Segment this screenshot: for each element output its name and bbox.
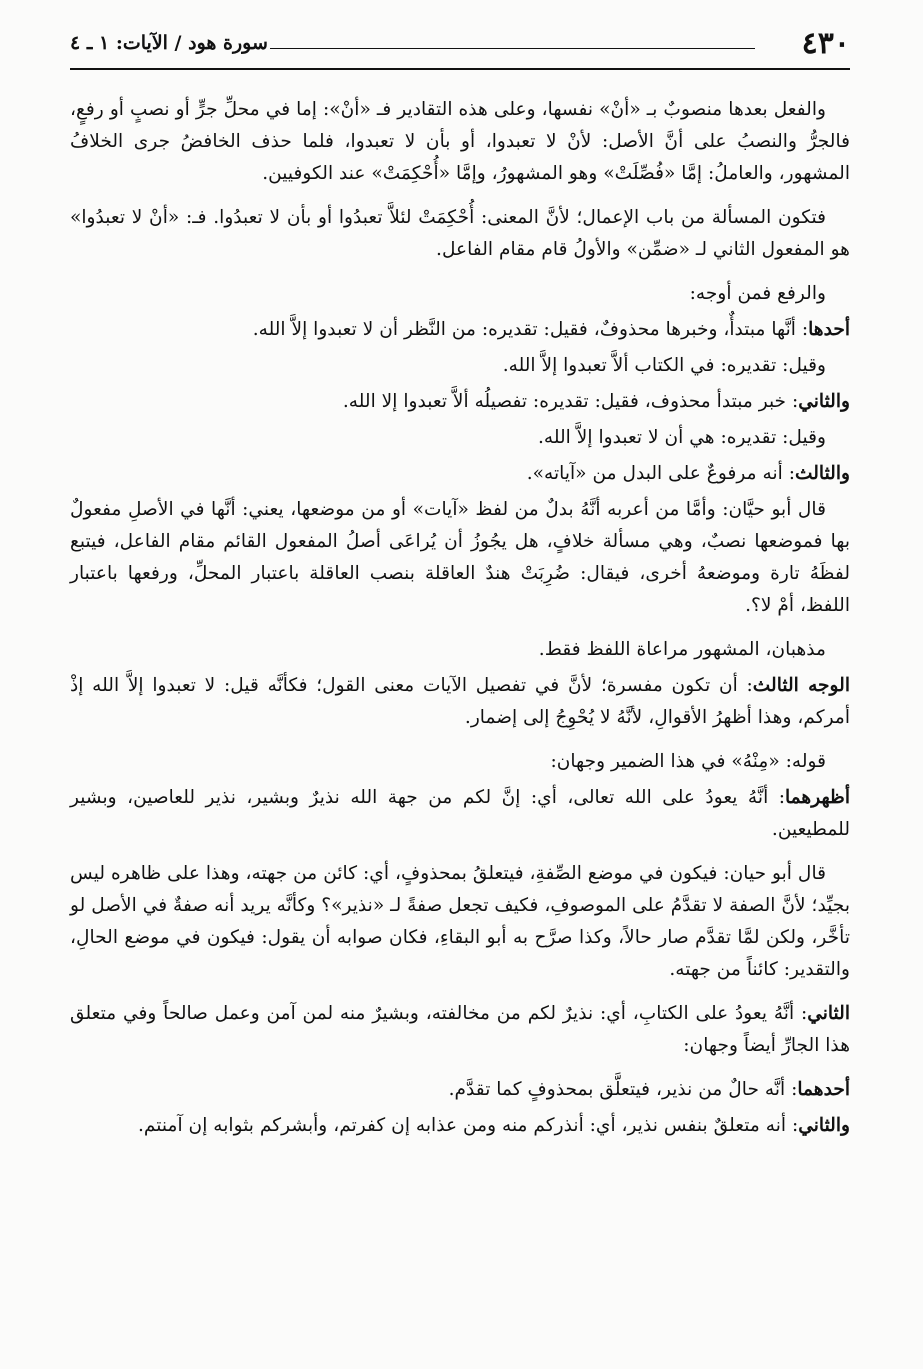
paragraph: والثالث: أنه مرفوعٌ على البدل من «آياته». [526,463,850,484]
running-title: سورة هود / الآيات: ١ ـ ٤ [70,32,268,54]
paragraph: قال أبو حيان: فيكون في موضع الصِّفةِ، فيتعلقُ بمحذوفٍ، أي: كائن من جهته، وهذا على ظاهره ليس بجيِّد؛ لأنَّ الصفة لا تقدَّمُ على الموصوفِ، فكيف تجعل صفةً لـ «نذير»؟ وكأنَّه يريد أنه صفةٌ في الأصل لو تأخَّر، ولكن لمَّا تقدَّم صار حالاً، وكذا صرَّح به أبو البقاءِ، فكان صوابه أن يقول: فيكون في موضع الحالِ، والتقدير: كائناً من جهته. [70,863,850,980]
paragraph: والثاني: أنه متعلقٌ بنفس نذير، أي: أنذركم منه ومن عذابه إن كفرتم، وأبشركم بثوابه إن آمنتم. [138,1115,850,1136]
paragraph: وقيل: تقديره: هي أن لا تعبدوا إلاَّ الله. [537,427,826,448]
paragraph-lead: أظهرهما [784,787,850,808]
paragraph: والفعل بعدها منصوبٌ بـ «أنْ» نفسها، وعلى هذه التقادير فـ «أنْ»: إما في محلِّ جرٍّ أو نصبٍ أو رفعٍ، فالجرُّ والنصبُ على أنَّ الأصل: لأنْ لا تعبدوا، أو بأن لا تعبدوا، فلما حذف الخافضُ جرى الخلافُ المشهور، والعاملُ: إمَّا «فُصِّلَتْ» وهو المشهورُ، وإمَّا «أُحْكِمَتْ» عند الكوفيين. [70,99,850,184]
paragraph: الثاني: أنَّهُ يعودُ على الكتابِ، أي: نذيرٌ لكم من مخالفته، وبشيرٌ منه لمن آمن وعمل صالحاً وفي متعلق هذا الجارِّ أيضاً وجهان: [70,1003,850,1056]
paragraph: أحدهما: أنَّه حالٌ من نذير، فيتعلَّق بمحذوفٍ كما تقدَّم. [448,1079,850,1100]
paragraph-lead: الوجه الثالث [752,675,850,696]
paragraph: فتكون المسألة من باب الإعمال؛ لأنَّ المعنى: أُحْكِمَتْ لئلاَّ تعبدُوا أو بأن لا تعبدُوا. فـ: «أنْ لا تعبدُوا» هو المفعول الثاني لـ «ضمِّن» والأولُ قام مقام الفاعل. [70,207,850,260]
paragraph-lead: أحدها [808,319,850,340]
paragraph: أحدها: أنَّها مبتدأٌ، وخبرها محذوفٌ، فقيل: تقديره: من النَّظر أن لا تعبدوا إلاَّ الله. [252,319,850,340]
paragraph: مذهبان، المشهور مراعاة اللفظ فقط. [538,639,826,660]
paragraph-lead: والثالث [794,463,850,484]
paragraph-lead: والثاني [798,1115,850,1136]
paragraph: والثاني: خبر مبتدأ محذوف، فقيل: تقديره: تفصيلُه ألاَّ تعبدوا إلا الله. [342,391,850,412]
page-number: ٤٣٠ [801,26,850,61]
paragraph: وقيل: تقديره: في الكتاب ألاَّ تعبدوا إلاَّ الله. [502,355,826,376]
header-divider [270,48,755,49]
page-body [70,94,850,1142]
paragraph: قال أبو حيَّان: وأمَّا من أعربه أنَّهُ بدلٌ من لفظ «آيات» أو من موضعها، يعني: أنَّها في الأصلِ مفعولٌ بها فموضعها نصبٌ، وهي مسألة خلافٍ، هل يجُوزُ أن يُراعَى أصلُ المفعول القائم مقام الفاعل، فيتبع لفظَهُ تارة وموضعهُ أخرى، فيقال: ضُرِبَتْ هندٌ العاقلة بنصب العاقلة باعتبار المحلِّ، ورفعها باعتبار اللفظ، أمْ لا؟. [70,499,850,616]
page-header [70,20,850,70]
paragraph: الوجه الثالث: أن تكون مفسرة؛ لأنَّ في تفصيل الآيات معنى القول؛ فكأنَّه قيل: لا تعبدوا إلاَّ الله إذْ أمركم، وهذا أظهرُ الأقوالِ، لأنَّهُ لا يُحْوِجُ إلى إضمار. [70,675,850,728]
paragraph-lead: والثاني [798,391,850,412]
paragraph-lead: الثاني [807,1003,850,1024]
paragraph: قوله: «مِنْهُ» في هذا الضمير وجهان: [550,751,826,772]
paragraph: والرفع فمن أوجه: [689,283,826,304]
paragraph-lead: أحدهما [797,1079,850,1100]
book-page [70,20,850,1154]
paragraph: أظهرهما: أنَّهُ يعودُ على الله تعالى، أي: إنَّ لكم من جهة الله نذيرٌ وبشير، نذير للعاصين، وبشير للمطيعين. [70,787,850,840]
